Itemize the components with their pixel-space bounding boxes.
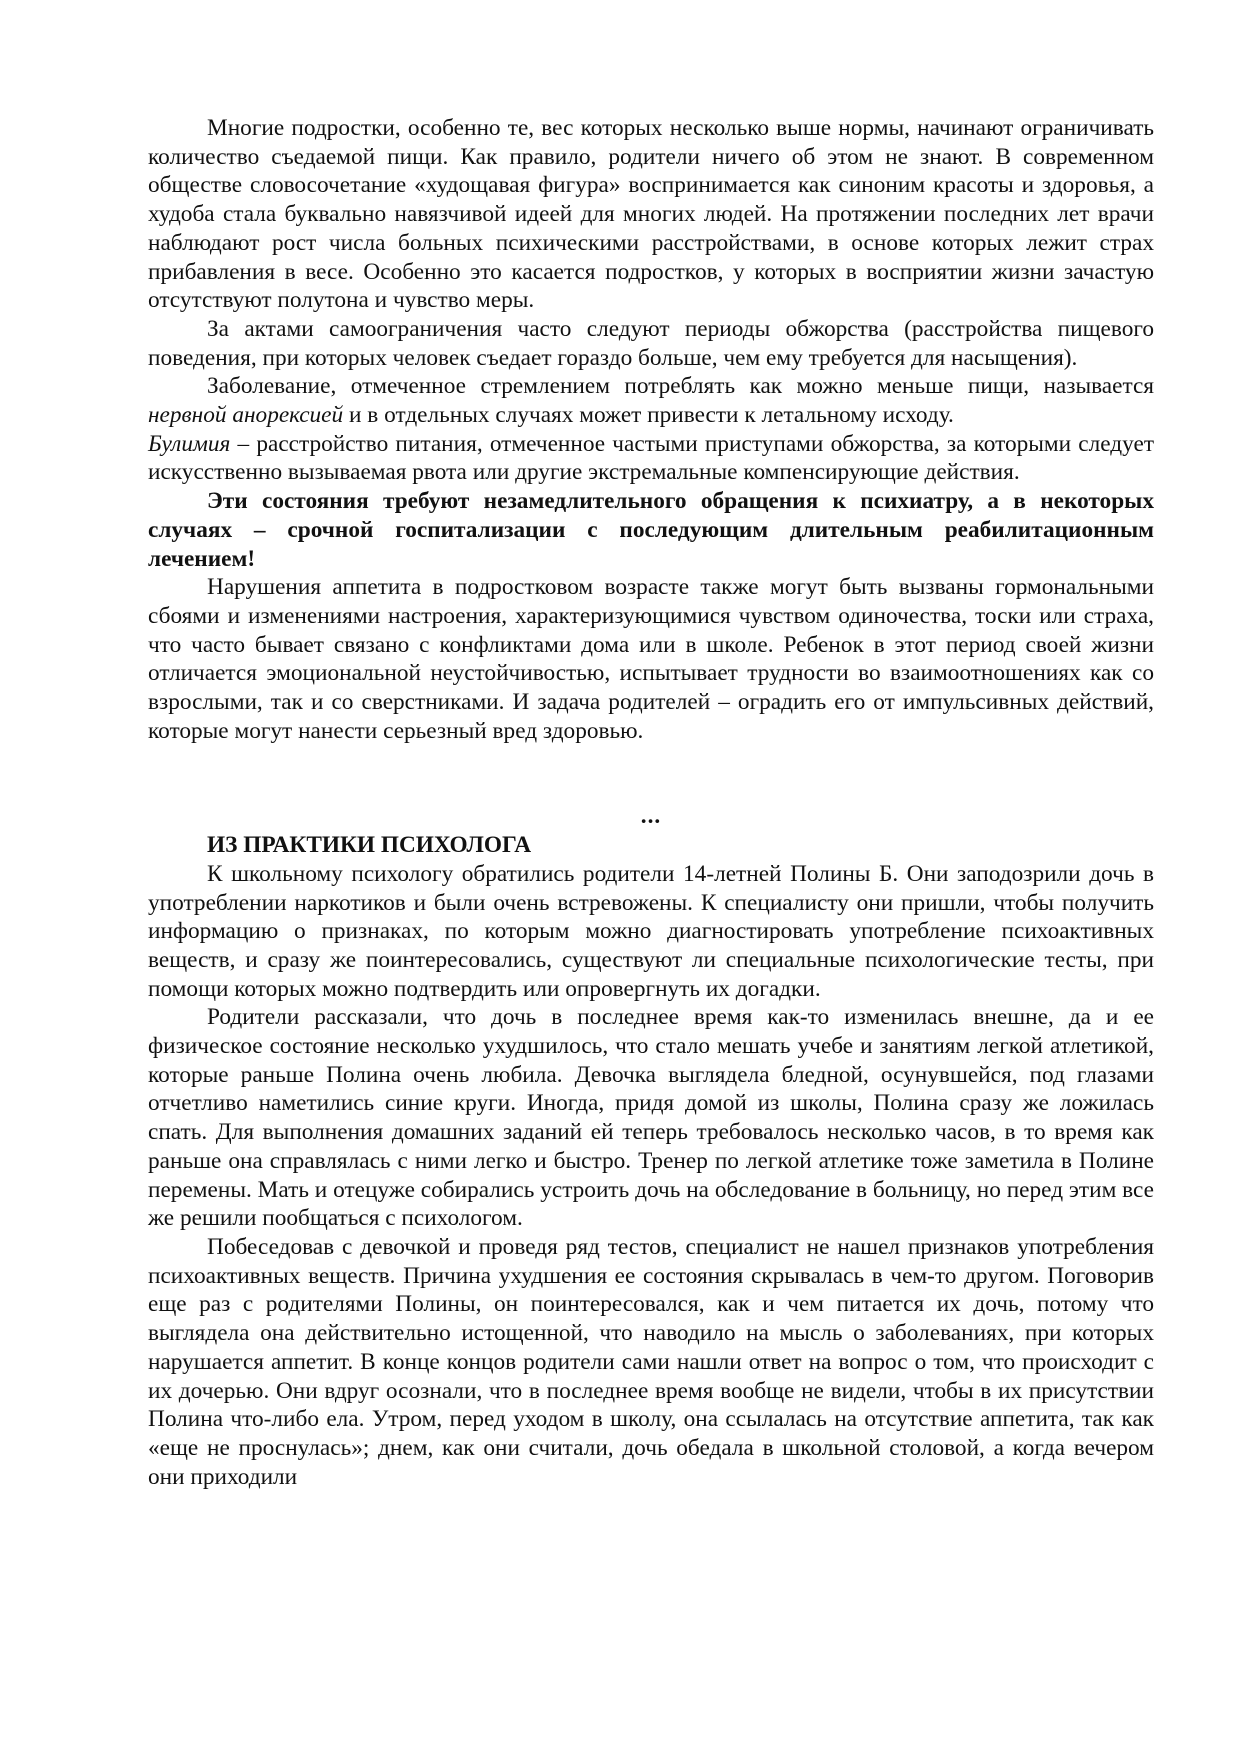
paragraph-binge-periods: За актами самоограничения часто следуют периоды обжорства (расстройства пищевого поведения, при которых человек съедает гораздо больше, чем ему требуется для насыщения). bbox=[148, 315, 1154, 371]
paragraph-case-intro: К школьному психологу обратились родители 14-летней Полины Б. Они заподозрили дочь в употреблении наркотиков и были очень встревожены. К специалисту они пришли, чтобы получить информацию о признаках, по которым можно диагностировать употребление психоактивных веществ, и сразу же поинтересовались, существуют ли специальные психологические тесты, при помощи которых можно подтвердить или опровергнуть их догадки. bbox=[148, 860, 1154, 1002]
anorexia-text-after: и в отдельных случаях может привести к летальному исходу. bbox=[343, 402, 954, 429]
bulimia-text-after: – расстройство питания, отмеченное частыми приступами обжорства, за которыми следует искусственно вызываемая рвота или другие экстремальные компенсирующие действия. bbox=[148, 430, 1154, 486]
paragraph-appetite-disorders: Нарушения аппетита в подростковом возрасте также могут быть вызваны гормональными сбоями и изменениями настроения, характеризующимися чувством одиночества, тоски или страха, что часто бывает связано с конфликтами дома или в школе. Ребенок в этот период своей жизни отличается эмоциональной неустойчивостью, испытывает трудности во взаимоотношениях как со взрослыми, так и со сверстниками. И задача родителей – оградить его от импульсивных действий, которые могут нанести серьезный вред здоровью. bbox=[148, 574, 1154, 744]
section-heading: ИЗ ПРАКТИКИ ПСИХОЛОГА bbox=[207, 832, 532, 859]
paragraph-case-symptoms: Родители рассказали, что дочь в последнее время как-то изменилась внешне, да и ее физическое состояние несколько ухудшилось, что стало мешать учебе и занятиям легкой атлетикой, которые раньше Полина очень любила. Девочка выглядела бледной, осунувшейся, под глазами отчетливо наметились синие круги. Иногда, придя домой из школы, Полина сразу же ложилась спать. Для выполнения домашних заданий ей теперь требовалось несколько часов, в то время как раньше она справлялась с ними легко и быстро. Тренер по легкой атлетике тоже заметила в Полине перемены. Мать и отецуже собирались устроить дочь на обследование в больницу, но перед этим все же решили пообщаться с психологом. bbox=[148, 1004, 1154, 1232]
paragraph-bulimia-definition bbox=[148, 430, 1154, 487]
paragraph-urgent-warning: Эти состояния требуют незамедлительного обращения к психиатру, а в некоторых случаях – срочной госпитализации с последующим длительным реабилитационным лечением! bbox=[148, 488, 1154, 572]
bulimia-term: Булимия bbox=[148, 430, 231, 457]
section-separator: ... bbox=[640, 803, 662, 830]
vertical-gap bbox=[148, 745, 1154, 802]
paragraph-anorexia-definition bbox=[148, 372, 1154, 429]
anorexia-term: нервной анорексией bbox=[148, 402, 344, 429]
paragraph-case-findings: Побеседовав с девочкой и проведя ряд тестов, специалист не нашел признаков употребления психоактивных веществ. Причина ухудшения ее состояния скрывалась в чем-то другом. Поговорив еще раз с родителями Полины, он поинтересовался, как и чем питается их дочь, потому что выглядела она действительно истощенной, что наводило на мысль о заболеваниях, при которых нарушается аппетит. В конце концов родители сами нашли ответ на вопрос о том, что происходит с их дочерью. Они вдруг осознали, что в последнее время вообще не видели, чтобы в их присутствии Полина что-либо ела. Утром, перед уходом в школу, она ссылалась на отсутствие аппетита, так как «еще не проснулась»; днем, как они считали, дочь обедала в школьной столовой, а когда вечером они приходили bbox=[148, 1234, 1154, 1490]
document-page bbox=[148, 114, 1154, 1491]
anorexia-text-before: Заболевание, отмеченное стремлением потреблять как можно меньше пищи, называется bbox=[207, 373, 1154, 400]
paragraph-teen-diet-restriction: Многие подростки, особенно те, вес которых несколько выше нормы, начинают ограничивать количество съедаемой пищи. Как правило, родители ничего об этом не знают. В современном обществе словосочетание «худощавая фигура» воспринимается как синоним красоты и здоровья, а худоба стала буквально навязчивой идеей для многих людей. На протяжении последних лет врачи наблюдают рост числа больных психическими расстройствами, в основе которых лежит страх прибавления в весе. Особенно это касается подростков, у которых в восприятии жизни зачастую отсутствуют полутона и чувство меры. bbox=[148, 115, 1154, 314]
